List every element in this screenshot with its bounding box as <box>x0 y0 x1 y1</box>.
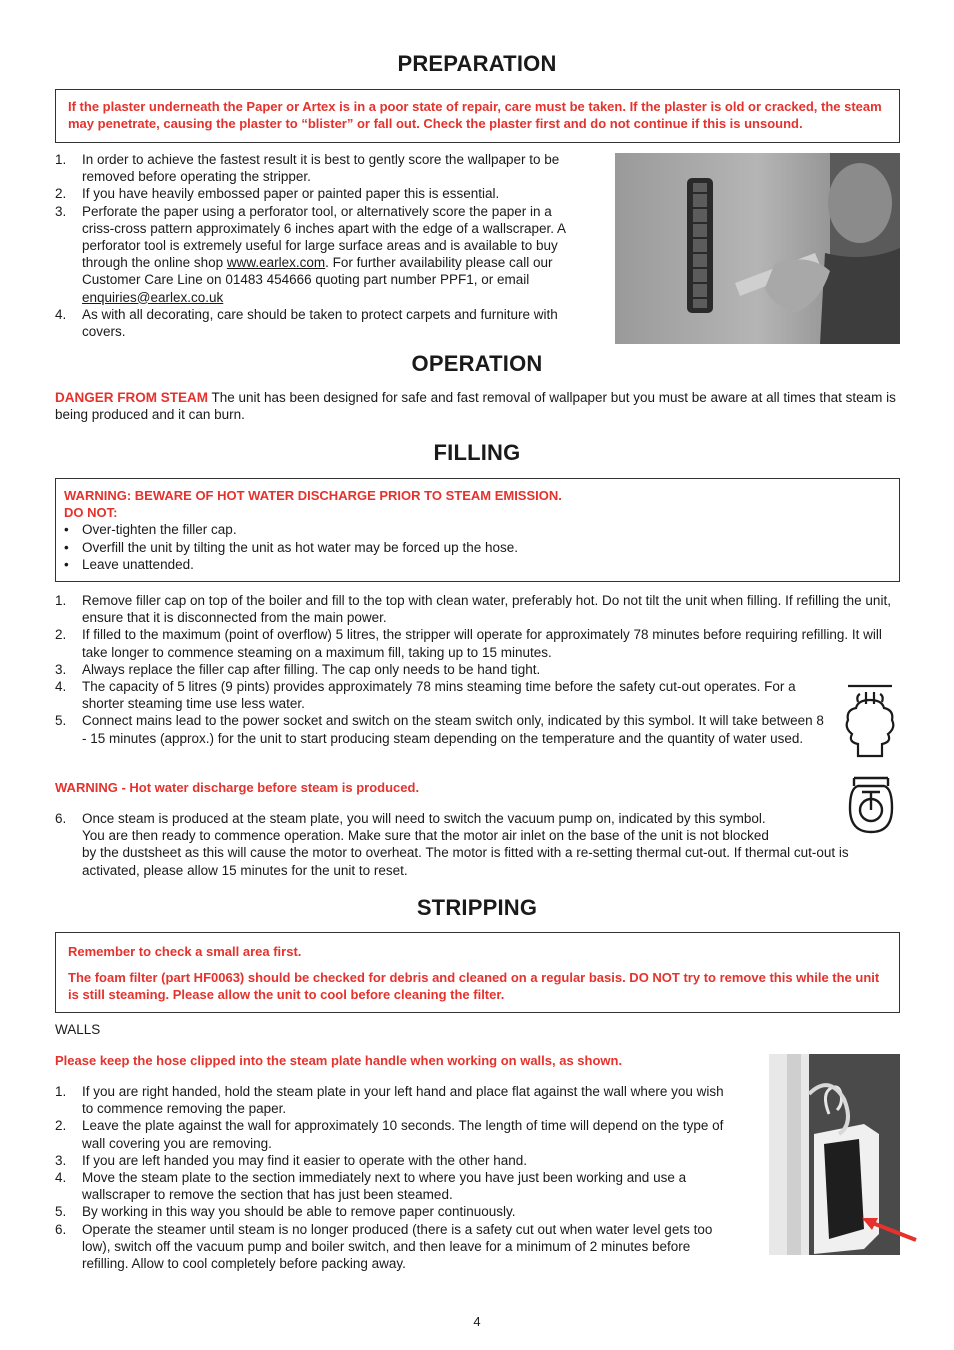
wall-scoring-photo <box>615 153 900 344</box>
list-item: • Over-tighten the filler cap. <box>64 521 891 538</box>
do-not-label: DO NOT: <box>64 505 118 521</box>
filling-warning-box <box>55 478 900 582</box>
list-item: 4. Move the steam plate to the section immediately next to where you have just been working and use a wallscraper to remove the section that has just been steamed. <box>55 1170 687 1203</box>
hose-note: Please keep the hose clipped into the steam plate handle when working on walls, as shown. <box>55 1053 623 1068</box>
filling-warning-title: WARNING: BEWARE OF HOT WATER DISCHARGE PRIOR TO STEAM EMISSION. <box>64 488 562 503</box>
list-item: 5. By working in this way you should be able to remove paper continuously. <box>55 1204 516 1220</box>
list-item: 3. Perforate the paper using a perforator tool, or alternatively score the paper in a criss-cross pattern approximately 6 inches apart with the edge of a wallscraper. A perforator tool is extremely useful for large surface areas and is available to buy through the online shop www.earlex.com. For further availability please call our Customer Care Line on 01483 454666 quoting part number PPF1, or email enquiries@earlex.co.uk <box>55 203 566 305</box>
preparation-warning-text: If the plaster underneath the Paper or Artex is in a poor state of repair, care must be taken. If the plaster is old or cracked, the steam may penetrate, causing the plaster to “blister” or fall out. Check the plaster first and do not continue if this is unsound. <box>68 99 882 132</box>
page-number: 4 <box>473 1314 481 1329</box>
operation-paragraph: DANGER FROM STEAM The unit has been designed for safe and fast removal of wallpaper but you must be aware at all times that steam is being produced and it can burn. <box>55 390 896 423</box>
preparation-list <box>55 151 583 340</box>
list-item: 3. Always replace the filler cap after filling. The cap only needs to be hand tight. <box>55 661 541 677</box>
preparation-warning-box <box>55 89 900 143</box>
list-item: 2. Leave the plate against the wall for approximately 10 seconds. The length of time will depend on the type of wall covering you are removing. <box>55 1118 724 1151</box>
list-item: 1. If you are right handed, hold the steam plate in your left hand and place flat against the wall where you wish to commence removing the paper. <box>55 1084 724 1117</box>
operation-heading: OPERATION <box>411 351 543 376</box>
danger-label: DANGER FROM STEAM <box>55 390 208 405</box>
list-item: 3. If you are left handed you may find it easier to operate with the other hand. <box>55 1152 528 1168</box>
filling-list <box>55 592 900 747</box>
stripping-note-2: The foam filter (part HF0063) should be checked for debris and cleaned on a regular basis. DO NOT try to remove this while the unit is still steaming. Please allow the unit to cool before cleaning the filter. <box>68 970 880 1003</box>
list-item: • Leave unattended. <box>64 556 891 573</box>
red-arrow-icon <box>856 1214 920 1244</box>
list-item: 2. If you have heavily embossed paper or painted paper this is essential. <box>55 186 500 202</box>
do-not-list <box>64 521 891 573</box>
enquiries-email-link[interactable]: enquiries@earlex.co.uk <box>82 289 224 305</box>
stripping-note-box <box>55 932 900 1013</box>
filling-heading: FILLING <box>433 440 521 465</box>
hot-water-warning: WARNING - Hot water discharge before steam is produced. <box>55 780 420 795</box>
stripping-list <box>55 1083 736 1272</box>
list-item: 4. The capacity of 5 litres (9 pints) provides approximately 78 mins steaming time before the safety cut-out operates. For a shorter steaming time use less water. <box>55 679 796 712</box>
list-item: • Overfill the unit by tilting the unit as hot water may be forced up the hose. <box>64 539 891 556</box>
walls-label: WALLS <box>55 1022 101 1037</box>
stripping-note-1: Remember to check a small area first. <box>68 944 302 959</box>
filling-item-6: 6. Once steam is produced at the steam plate, you will need to switch the vacuum pump on, indicated by this symbol. You are then ready to commence operation. Make sure that the motor air inlet on the base of the unit is not blocked by the dustsheet as this will cause the motor to overheat. The motor is fitted with a re-setting thermal cut-out. If thermal cut-out is activated, please allow 15 minutes for the unit to reset. <box>55 811 849 878</box>
list-item: 2. If filled to the maximum (point of overflow) 5 litres, the stripper will operate for approximately 78 minutes before requiring refilling. It will take longer to commence steaming on a maximum fill, taking up to 15 minutes. <box>55 627 882 660</box>
list-item: 6. Operate the steamer until steam is no longer produced (there is a safety cut out when water level gets too low), switch off the vacuum pump and boiler switch, and then leave for a minimum of 2 minutes before refilling. Allow to cool completely before packing away. <box>55 1221 713 1272</box>
earlex-shop-link[interactable]: www.earlex.com <box>226 255 326 271</box>
list-item: 1. In order to achieve the fastest result it is best to gently score the wallpaper to be removed before operating the stripper. <box>55 152 560 185</box>
list-item: 1. Remove filler cap on top of the boiler and fill to the top with clean water, preferably hot. Do not tilt the unit when filling. If refilling the unit, ensure that it is disconnected from the main power. <box>55 593 891 626</box>
steam-symbol-icon <box>842 682 898 760</box>
list-item: 4. As with all decorating, care should be taken to protect carpets and furniture with covers. <box>55 306 558 340</box>
list-item: 5. Connect mains lead to the power socket and switch on the steam switch only, indicated by this symbol. It will take between 8 - 15 minutes (approx.) for the unit to start producing steam depending on the temperature and the quantity of water used. <box>55 713 824 746</box>
preparation-heading: PREPARATION <box>397 51 557 76</box>
stripping-heading: STRIPPING <box>416 895 538 920</box>
